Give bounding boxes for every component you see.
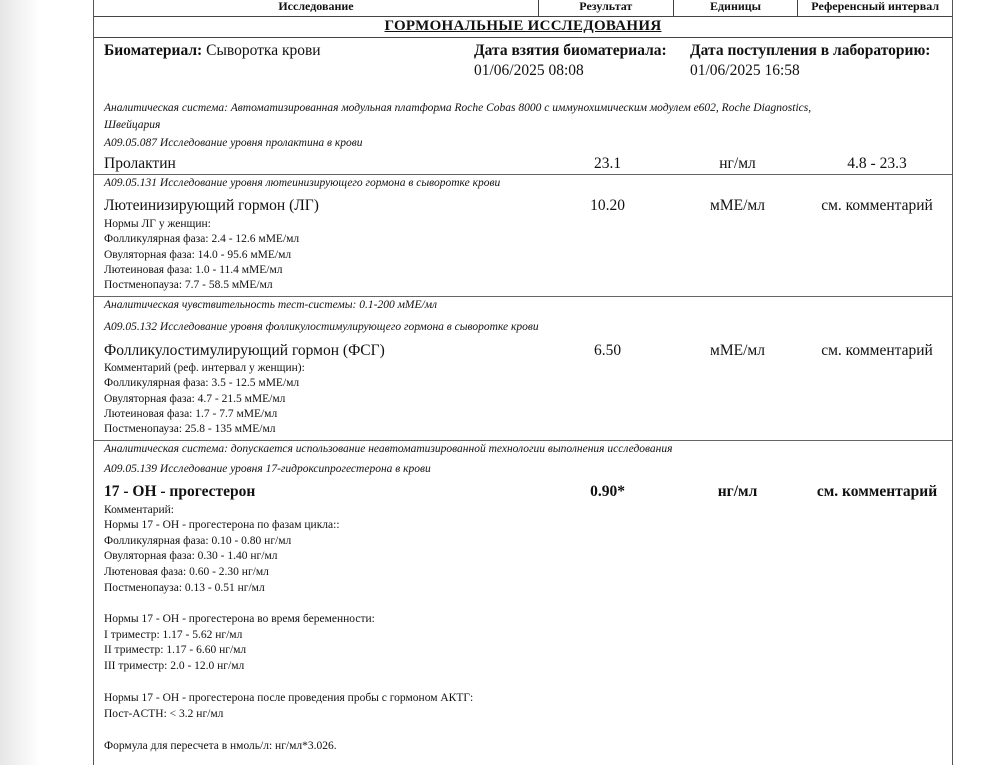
lh-name: Лютеинизирующий гормон (ЛГ): [104, 197, 319, 214]
biomaterial: [104, 42, 321, 60]
lh-result: 10.20: [590, 197, 625, 214]
fsh-note: Комментарий (реф. интервал у женщин):: [104, 362, 305, 374]
header-ref: Референсный интервал: [811, 0, 940, 13]
row-divider: [94, 296, 952, 297]
fsh-note: Лютеиновая фаза: 1.7 - 7.7 мМЕ/мл: [104, 408, 278, 420]
ohp-name: 17 - ОН - прогестерон: [104, 483, 256, 500]
lh-units: мМЕ/мл: [710, 197, 765, 214]
ohp-result: 0.90*: [590, 483, 625, 500]
ohp-note: Овуляторная фаза: 0.30 - 1.40 нг/мл: [104, 550, 278, 562]
page-edge-shadow: [0, 0, 40, 765]
ohp-note: Нормы 17 - ОН - прогестерона по фазам цикла::: [104, 519, 340, 531]
ohp-note: Фолликулярная фаза: 0.10 - 0.80 нг/мл: [104, 535, 292, 547]
ohp-acth-note: Нормы 17 - ОН - прогестерона после проведения пробы с гормоном АКТГ:: [104, 692, 474, 704]
prolactin-code: A09.05.087 Исследование уровня пролактина в крови: [104, 137, 363, 149]
taken-label: Дата взятия биоматериала:: [474, 42, 667, 59]
analyzer-note: Аналитическая система: Автоматизированная модульная платформа Roche Cobas 8000 с иммунохимическим модулем е602, Roche Diagnostics,: [104, 102, 812, 114]
ohp-pregnancy-note: I триместр: 1.17 - 5.62 нг/мл: [104, 629, 243, 641]
taken-value: 01/06/2025 08:08: [474, 62, 584, 79]
lh-note: Постменопауза: 7.7 - 58.5 мМЕ/мл: [104, 279, 273, 291]
ohp-units: нг/мл: [717, 483, 758, 500]
row-divider: [94, 440, 952, 441]
header-result: Результат: [539, 0, 674, 16]
fsh-name: Фолликулостимулирующий гормон (ФСГ): [104, 342, 385, 359]
lh-note: Лютеиновая фаза: 1.0 - 11.4 мМЕ/мл: [104, 264, 283, 276]
ohp-note: Постменопауза: 0.13 - 0.51 нг/мл: [104, 582, 265, 594]
lh-note: Фолликулярная фаза: 2.4 - 12.6 мМЕ/мл: [104, 233, 300, 245]
ohp-pregnancy-note: III триместр: 2.0 - 12.0 нг/мл: [104, 660, 245, 672]
fsh-ref: см. комментарий: [821, 342, 933, 359]
ohp-pregnancy-note: II триместр: 1.17 - 6.60 нг/мл: [104, 644, 247, 656]
ohp-note: Лютеновая фаза: 0.60 - 2.30 нг/мл: [104, 566, 269, 578]
ohp-code: A09.05.139 Исследование уровня 17-гидроксипрогестерона в крови: [104, 463, 431, 475]
lh-note: Овуляторная фаза: 14.0 - 95.6 мМЕ/мл: [104, 249, 292, 261]
prolactin-units: нг/мл: [719, 155, 756, 172]
received-label: Дата поступления в лабораторию:: [690, 42, 931, 59]
prolactin-name: Пролактин: [104, 155, 176, 172]
lab-report-sheet: [93, 0, 953, 765]
lh-code: A09.05.131 Исследование уровня лютеинизирующего гормона в сыворотке крови: [104, 177, 501, 189]
received-value: 01/06/2025 16:58: [690, 62, 800, 79]
fsh-units: мМЕ/мл: [710, 342, 765, 359]
section-title-line: [94, 37, 952, 38]
fsh-result: 6.50: [593, 342, 622, 359]
fsh-note: Фолликулярная фаза: 3.5 - 12.5 мМЕ/мл: [104, 377, 300, 389]
ohp-note: Комментарий:: [104, 504, 174, 516]
prolactin-result: 23.1: [593, 155, 622, 172]
biomaterial-label: Биоматериал:: [104, 42, 203, 59]
ohp-pregnancy-note: Нормы 17 - ОН - прогестерона во время беременности:: [104, 613, 375, 625]
lh-note: Нормы ЛГ у женщин:: [104, 218, 211, 230]
fsh-code: A09.05.132 Исследование уровня фолликулостимулирующего гормона в сыворотке крови: [104, 321, 539, 333]
ohp-ref: см. комментарий: [816, 483, 938, 500]
analyzer-note-cont: Швейцария: [104, 119, 161, 131]
row-divider: [94, 174, 952, 175]
header-units: Единицы: [674, 0, 799, 16]
ohp-formula: Формула для пересчета в нмоль/л: нг/мл*3.026.: [104, 740, 337, 752]
lh-ref: см. комментарий: [821, 197, 933, 214]
fsh-note: Постменопауза: 25.8 - 135 мМЕ/мл: [104, 423, 276, 435]
fsh-note: Овуляторная фаза: 4.7 - 21.5 мМЕ/мл: [104, 393, 286, 405]
prolactin-ref: 4.8 - 23.3: [847, 155, 907, 172]
ohp-acth-note: Пост-ACTH: < 3.2 нг/мл: [104, 708, 224, 720]
sensitivity-note: Аналитическая чувствительность тест-системы: 0.1-200 мМЕ/мл: [104, 299, 438, 311]
analyzer-note-2: Аналитическая система: допускается использование неавтоматизированной технологии выполнения исследования: [104, 443, 673, 455]
table-header: [94, 0, 952, 17]
biomaterial-value: Сыворотка крови: [206, 42, 321, 59]
section-title: ГОРМОНАЛЬНЫЕ ИССЛЕДОВАНИЯ: [384, 18, 662, 34]
header-test: Исследование: [94, 0, 539, 16]
